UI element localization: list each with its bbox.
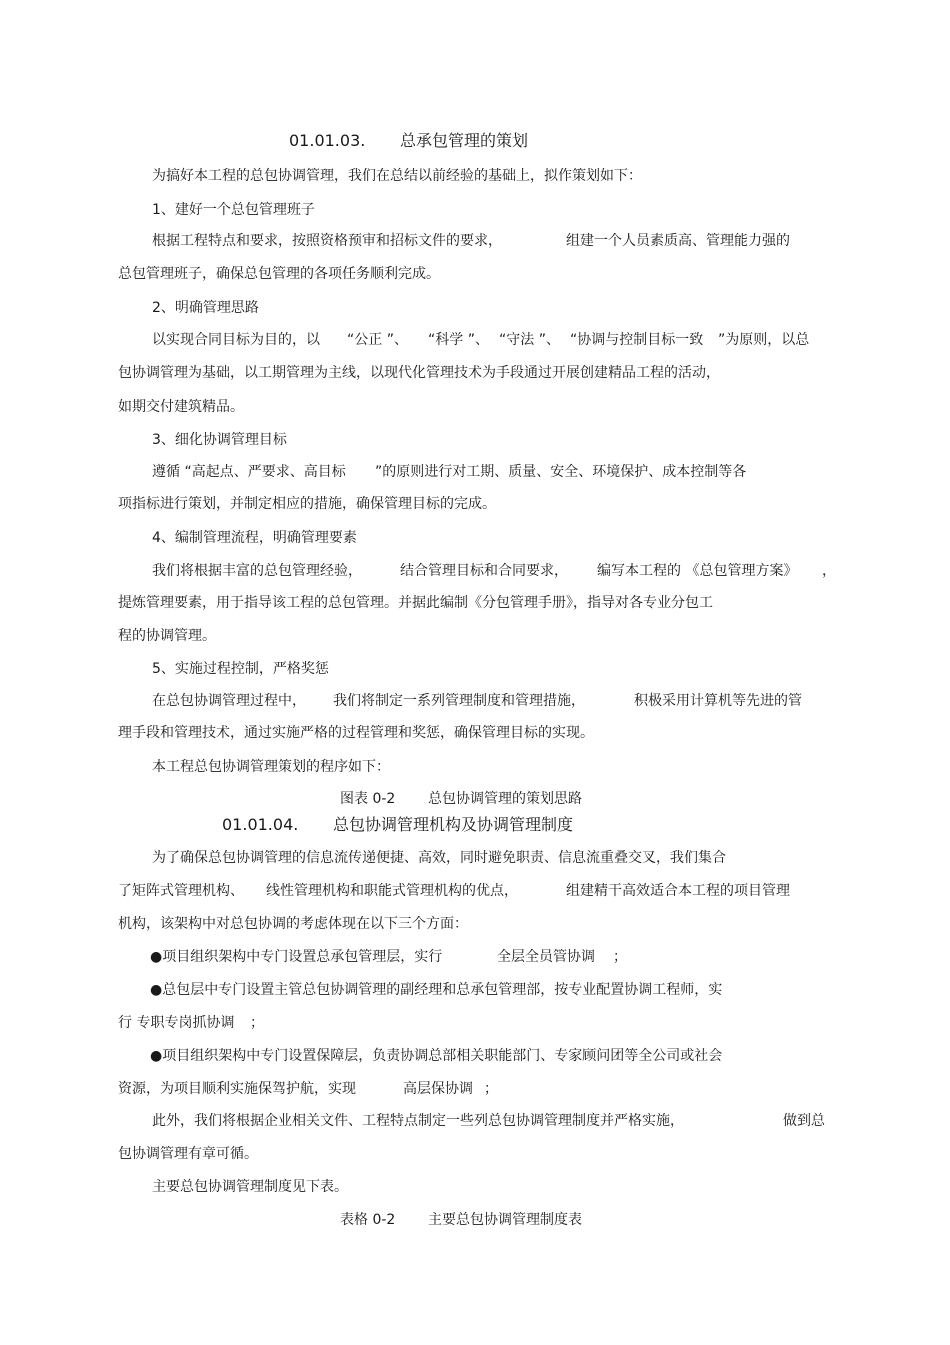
paragraph-text: 在总包协调管理过程中， — [152, 693, 306, 709]
paragraph-text: “协调与控制目标一致 — [570, 332, 704, 348]
paragraph-text: 包协调管理有章可循。 — [118, 1146, 258, 1162]
section-number: 01.01.04. — [222, 815, 299, 834]
paragraph-text: 以实现合同目标为目的，以 — [152, 332, 320, 348]
paragraph-text: “科学 ”、 — [428, 332, 489, 348]
item-heading: 5、实施过程控制，严格奖惩 — [152, 661, 329, 677]
paragraph-text: 组建一个人员素质高、管理能力强的 — [566, 233, 790, 249]
bullet-item: 行 专职专岗抓协调 — [118, 1015, 235, 1031]
procedure-intro: 本工程总包协调管理策划的程序如下： — [152, 759, 390, 775]
paragraph-text: ”为原则，以总 — [718, 332, 810, 348]
paragraph-text: “公正 ”、 — [347, 332, 408, 348]
item-heading: 4、编制管理流程，明确管理要素 — [152, 530, 357, 546]
paragraph-text: 提炼管理要素，用于指导该工程的总包管理。并据此编制《分包管理手册》，指导对各专业分包工 — [118, 595, 713, 611]
paragraph-text: 此外，我们将根据企业相关文件、工程特点制定一些列总包协调管理制度并严格实施， — [152, 1113, 684, 1129]
bullet-emphasis: 高层保协调 — [403, 1081, 473, 1097]
paragraph-text: 了矩阵式管理机构、 — [118, 883, 244, 899]
paragraph-text: 结合管理目标和合同要求， — [400, 563, 568, 579]
figure-title: 总包协调管理的策划思路 — [428, 791, 582, 807]
paragraph-text: 编写本工程的 《总包管理方案》 — [597, 563, 798, 579]
bullet-emphasis: 全层全员管协调 — [497, 949, 595, 965]
table-label: 表格 0-2 — [340, 1212, 396, 1228]
item-heading: 1、建好一个总包管理班子 — [152, 202, 315, 218]
bullet-item: 资源，为项目顺利实施保驾护航，实现 — [118, 1081, 356, 1097]
paragraph-text: 组建精干高效适合本工程的项目管理 — [566, 883, 790, 899]
item-heading: 2、明确管理思路 — [152, 300, 259, 316]
bullet-item: ； — [613, 949, 627, 965]
paragraph-text: 项指标进行策划，并制定相应的措施，确保管理目标的完成。 — [118, 496, 496, 512]
paragraph-text: ”的原则进行对工期、质量、安全、环境保护、成本控制等各 — [375, 464, 747, 480]
paragraph-text: 积极采用计算机等先进的管 — [634, 693, 802, 709]
figure-label: 图表 0-2 — [340, 791, 396, 807]
paragraph-text: 我们将根据丰富的总包管理经验， — [152, 563, 362, 579]
bullet-item: ； — [484, 1081, 498, 1097]
paragraph-text: ， — [822, 563, 836, 579]
paragraph-text: 如期交付建筑精品。 — [118, 399, 244, 415]
paragraph-text: 包协调管理为基础，以工期管理为主线，以现代化管理技术为手段通过开展创建精品工程的活动， — [118, 365, 720, 381]
bullet-item: ●总包层中专门设置主管总包协调管理的副经理和总承包管理部，按专业配置协调工程师，实 — [150, 982, 723, 998]
paragraph-text: 遵循 “高起点、严要求、高目标 — [152, 464, 346, 480]
item-heading: 3、细化协调管理目标 — [152, 432, 287, 448]
paragraph-text: 总包管理班子，确保总包管理的各项任务顺利完成。 — [118, 266, 440, 282]
paragraph-text: 理手段和管理技术，通过实施严格的过程管理和奖惩，确保管理目标的实现。 — [118, 725, 594, 741]
section-title: 总承包管理的策划 — [400, 131, 529, 150]
bullet-item: ； — [250, 1015, 264, 1031]
bullet-item: ●项目组织架构中专门设置保障层，负责协调总部相关职能部门、专家顾问团等全公司或社会 — [150, 1048, 723, 1064]
section-number: 01.01.03. — [289, 131, 366, 150]
section-title: 总包协调管理机构及协调管理制度 — [333, 815, 574, 834]
table-title: 主要总包协调管理制度表 — [428, 1212, 582, 1228]
paragraph-text: 根据工程特点和要求，按照资格预审和招标文件的要求， — [152, 233, 502, 249]
paragraph-text: “守法 ”、 — [499, 332, 560, 348]
paragraph-text: 程的协调管理。 — [118, 628, 216, 644]
intro-paragraph: 为搞好本工程的总包协调管理，我们在总结以前经验的基础上，拟作策划如下： — [152, 168, 642, 184]
paragraph-text: 机构，该架构中对总包协调的考虑体现在以下三个方面： — [118, 916, 468, 932]
paragraph-text: 我们将制定一系列管理制度和管理措施， — [333, 693, 585, 709]
paragraph-text: 线性管理机构和职能式管理机构的优点， — [266, 883, 518, 899]
bullet-item: ●项目组织架构中专门设置总承包管理层，实行 — [150, 949, 443, 965]
table-intro: 主要总包协调管理制度见下表。 — [152, 1179, 348, 1195]
paragraph-text: 为了确保总包协调管理的信息流传递便捷、高效，同时避免职责、信息流重叠交叉，我们集合 — [152, 850, 726, 866]
paragraph-text: 做到总 — [783, 1113, 825, 1129]
